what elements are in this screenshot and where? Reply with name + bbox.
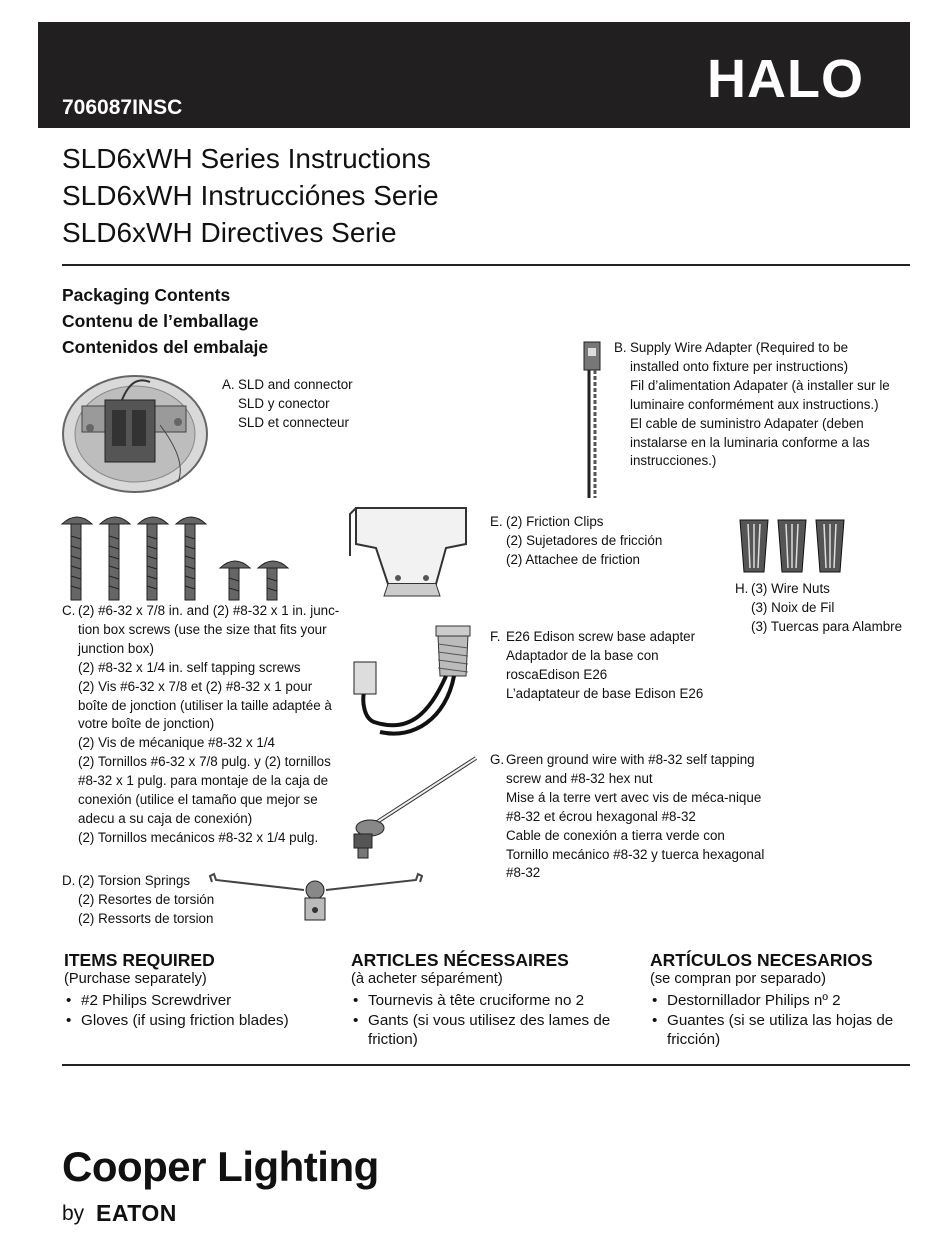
item-a: A. SLD and connector SLD y conector SLD et connecteur [222, 376, 353, 433]
item-g: G. Green ground wire with #8-32 self tapping screw and #8-32 hex nut Mise á la terre vert avec vis de méca-nique #8-32 et écrou hexagonal #8-32 Cable de conexión a tierra verde con Tornillo mecánico #8-32 y tuerca hexagonal #8-32 [490, 751, 764, 883]
item-b-text: Supply Wire Adapter (Required to be installed onto fixture per instructions) Fil d’alimentation Adapater (à installer sur le luminaire conformément aux instructions.) El cable de suministro Adapater (deben instalarse en la luminaria conforme a las instrucciones.) [630, 340, 890, 469]
title-fr: SLD6xWH Directives Serie [62, 217, 397, 248]
title-block [62, 140, 439, 251]
list-item: • Tournevis à tête cruciforme no 2 [351, 991, 626, 1011]
item-d: D. (2) Torsion Springs (2) Resortes de torsión (2) Ressorts de torsion [62, 872, 214, 929]
item-b: B. Supply Wire Adapter (Required to be installed onto fixture per instructions) Fil d’alimentation Adapater (à installer sur le luminaire conformément aux instructions.) El cable de suministro Adapater (deben instalarse en la luminaria conforme a las instrucciones.) [614, 339, 890, 471]
item-f: F. E26 Edison screw base adapter Adaptador de la base con roscaEdison E26 L’adaptateur de base Edison E26 [490, 628, 703, 704]
items-required-title: ARTICLES NÉCESSAIRES [351, 950, 569, 970]
item-e: E. (2) Friction Clips (2) Sujetadores de fricción (2) Attachee de friction [490, 513, 662, 570]
item-c-text: (2) #6-32 x 7/8 in. and (2) #8-32 x 1 in. junc- tion box screws (use the size that fits your junction box) (2) #8-32 x 1/4 in. self tapping screws (2) Vis #6-32 x 7/8 et (2) #8-32 x 1 pour boîte de jonction (utiliser la taille adaptée à votre boîte de jonction) (2) Vis de mécanique #8-32 x 1/4 (2) Tornillos #6-32 x 7/8 pulg. y (2) tornillos #8-32 x 1 pulg. para montaje de la caja de conexión (utilice el tamaño que mejor se adecu a su caja de conexión) (2) Tornillos mecánicos #8-32 x 1/4 pulg. [78, 603, 340, 845]
list-item: • #2 Philips Screwdriver [64, 991, 334, 1011]
wire-nuts-illustration [734, 514, 874, 576]
eaton-logo: EATON [96, 1200, 177, 1226]
item-c: C. (2) #6-32 x 7/8 in. and (2) #8-32 x 1 in. junc- tion box screws (use the size that fits your junction box) (2) #8-32 x 1/4 in. self tapping screws (2) Vis #6-32 x 7/8 et (2) #8-32 x 1 pour boîte de jonction (utiliser la taille adaptée à votre boîte de jonction) (2) Vis de mécanique #8-32 x 1/4 (2) Tornillos #6-32 x 7/8 pulg. y (2) tornillos #8-32 x 1 pulg. para montaje de la caja de conexión (utilice el tamaño que mejor se adecu a su caja de conexión) (2) Tornillos mecánicos #8-32 x 1/4 pulg. [62, 602, 339, 848]
list-item: • Destornillador Philips nº 2 [650, 991, 910, 1011]
item-e-text: (2) Friction Clips (2) Sujetadores de fricción (2) Attachee de friction [506, 514, 663, 567]
e26-adapter-illustration [350, 622, 480, 740]
packaging-heading: Packaging Contents Contenu de l’emballage Contenidos del embalaje [62, 285, 269, 357]
supply-wire-adapter-illustration [578, 340, 608, 502]
torsion-spring-illustration [208, 868, 430, 924]
item-d-text: (2) Torsion Springs (2) Resortes de torsión (2) Ressorts de torsion [78, 873, 215, 926]
items-required-fr: ARTICLES NÉCESSAIRES (à acheter séparément) • Tournevis à tête cruciforme no 2 • Gants (si vous utilisez des lames de friction) [351, 950, 626, 1050]
item-h: H. (3) Wire Nuts (3) Noix de Fil (3) Tuercas para Alambre [735, 580, 902, 637]
items-required-es: ARTÍCULOS NECESARIOS (se compran por separado) • Destornillador Philips nº 2 • Guantes (si se utiliza las hojas de fricción) [650, 950, 910, 1050]
document-number: 706087INSC [62, 96, 183, 119]
by-label: by [62, 1202, 85, 1225]
divider-top [62, 264, 910, 266]
item-f-text: E26 Edison screw base adapter Adaptador de la base con roscaEdison E26 L’adaptateur de base Edison E26 [506, 629, 704, 701]
divider-bottom [62, 1064, 910, 1066]
list-item: • Gants (si vous utilisez des lames de friction) [351, 1011, 626, 1050]
items-required-title: ARTÍCULOS NECESARIOS [650, 950, 873, 970]
item-h-text: (3) Wire Nuts (3) Noix de Fil (3) Tuercas para Alambre [751, 581, 903, 634]
items-required-title: ITEMS REQUIRED [64, 950, 215, 970]
list-item: • Guantes (si se utiliza las hojas de fricción) [650, 1011, 910, 1050]
item-g-text: Green ground wire with #8-32 self tapping screw and #8-32 hex nut Mise á la terre vert avec vis de méca-nique #8-32 et écrou hexagonal #8-32 Cable de conexión a tierra verde con Tornillo mecánico #8-32 y tuerca hexagonal #8-32 [506, 752, 765, 881]
items-required-en: ITEMS REQUIRED (Purchase separately) • #2 Philips Screwdriver • Gloves (if using friction blades) [64, 950, 334, 1030]
friction-clip-illustration [346, 504, 478, 604]
ground-wire-illustration [344, 754, 480, 864]
screws-illustration [60, 512, 300, 602]
cooper-lighting-logo: Cooper Lighting [62, 1143, 379, 1190]
title-en: SLD6xWH Series Instructions [62, 143, 431, 174]
item-a-text: SLD and connector SLD y conector SLD et connecteur [238, 377, 353, 430]
sld-fixture-illustration [60, 370, 210, 495]
list-item: • Gloves (if using friction blades) [64, 1011, 334, 1031]
halo-logo: HALO [707, 49, 864, 109]
title-es: SLD6xWH Instrucciónes Serie [62, 180, 439, 211]
